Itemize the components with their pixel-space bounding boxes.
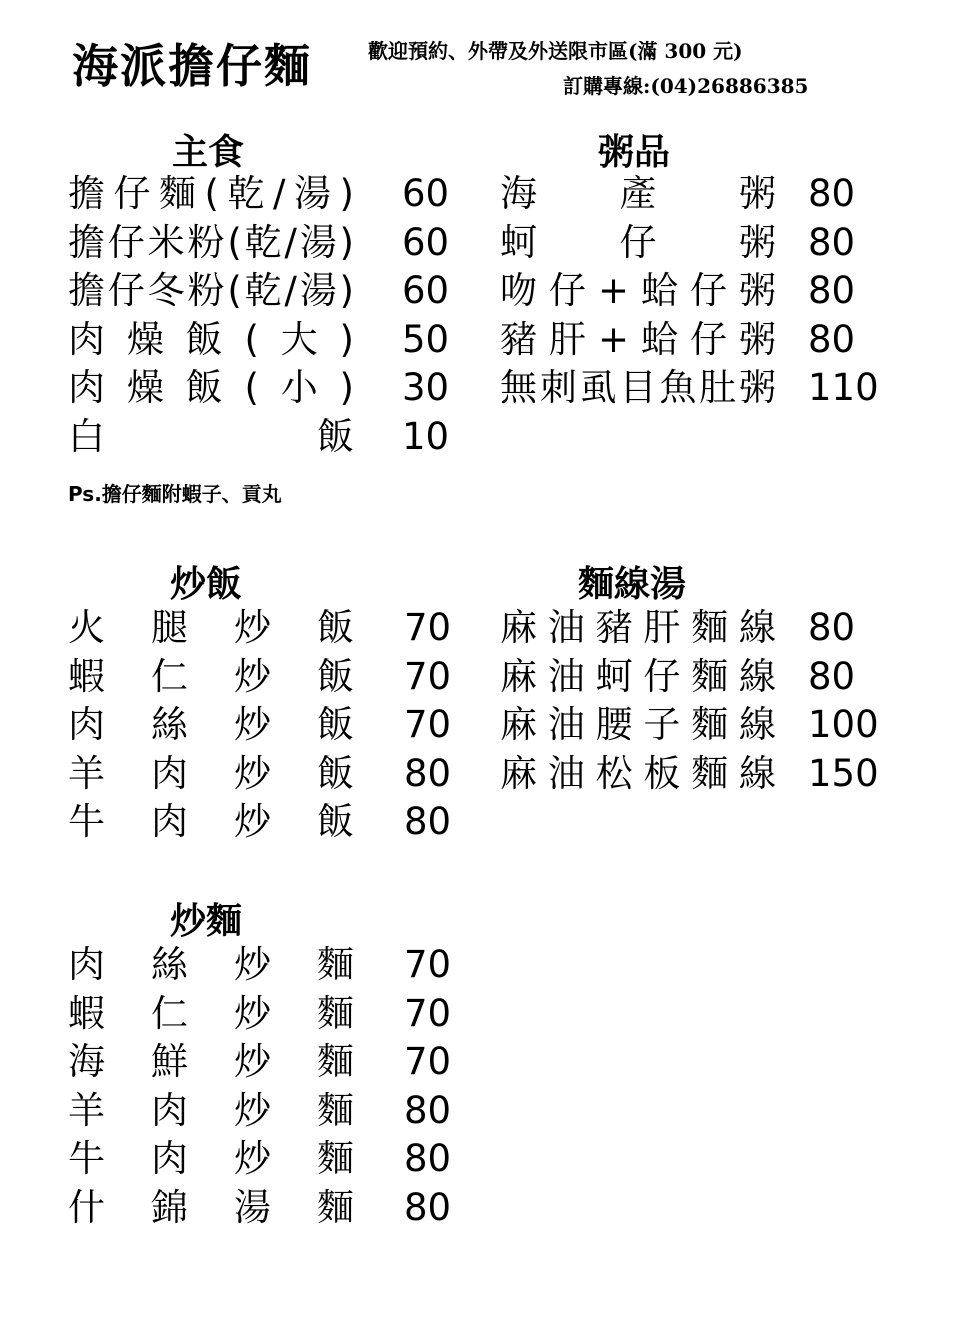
menu-item [68, 316, 482, 364]
menu-item-price: 80 [808, 269, 856, 313]
menu-item-price: 110 [808, 366, 879, 410]
menu-item-price: 150 [808, 751, 879, 795]
menu-item-name: 無 刺 虱 目 魚 肚 粥 [500, 366, 776, 410]
menu-item [68, 1038, 484, 1086]
menu-item [500, 604, 888, 652]
menu-item [500, 701, 888, 749]
menu-item [68, 604, 484, 652]
menu-item [500, 364, 888, 412]
menu-item-name: 麻 油 腰 子 麵 線 [500, 703, 776, 747]
menu-item-price: 70 [404, 654, 452, 698]
menu-item-price: 70 [404, 606, 452, 649]
section-heading-noodle-soup: 麵線湯 [578, 564, 687, 605]
menu-item [500, 316, 888, 364]
menu-item-name: 肉 燥 飯 ( 小 ) [68, 366, 354, 410]
menu-item-price: 100 [808, 703, 879, 747]
menu-item-name: 蝦 仁 炒 飯 [68, 654, 354, 698]
menu-item-price: 80 [404, 800, 452, 844]
menu-item [68, 701, 484, 749]
section-heading-fried-noodles: 炒麵 [170, 901, 243, 942]
menu-item-name: 火 腿 炒 飯 [68, 606, 354, 649]
menu-item [68, 219, 482, 267]
menu-item-name: 羊 肉 炒 飯 [68, 751, 354, 795]
menu-item-name: 海 鮮 炒 麵 [68, 1040, 354, 1084]
menu-item [500, 750, 888, 798]
menu-item-name: 白 飯 [68, 415, 354, 458]
menu-item [500, 267, 888, 315]
menu-item-price: 80 [808, 220, 856, 264]
menu-item [68, 364, 482, 412]
menu-item [68, 413, 482, 461]
menu-item-price: 80 [404, 1088, 452, 1132]
menu-item-price: 60 [402, 220, 450, 264]
menu-item [68, 750, 484, 798]
menu-item-name: 麻 油 松 板 麵 線 [500, 751, 776, 795]
menu-item-price: 70 [404, 1040, 452, 1084]
menu-item [68, 170, 482, 218]
menu-item-name: 牛 肉 炒 飯 [68, 800, 354, 844]
menu-item-name: 麻 油 蚵 仔 麵 線 [500, 654, 776, 698]
restaurant-title: 海派擔仔麵 [72, 39, 312, 93]
menu-item [500, 219, 888, 267]
menu-item-price: 80 [808, 606, 856, 649]
menu-item-price: 80 [404, 751, 452, 795]
menu-item-name: 什 錦 湯 麵 [68, 1186, 354, 1229]
menu-item [68, 1087, 484, 1135]
menu-item-price: 60 [402, 269, 450, 313]
order-phone: 訂購專線:(04)26886385 [563, 74, 809, 98]
menu-item-price: 80 [808, 317, 856, 361]
menu-item-price: 30 [402, 366, 450, 410]
menu-item-price: 80 [404, 1186, 452, 1229]
menu-item [68, 653, 484, 701]
menu-item-name: 肉 燥 飯 ( 大 ) [68, 317, 354, 361]
menu-item-name: 擔 仔 米 粉 ( 乾 / 湯 ) [68, 220, 354, 264]
menu-item-name: 蝦 仁 炒 麵 [68, 991, 354, 1035]
menu-item-name: 蚵 仔 粥 [500, 220, 776, 264]
menu-item-name: 羊 肉 炒 麵 [68, 1088, 354, 1132]
menu-item-name: 豬 肝 + 蛤 仔 粥 [500, 317, 776, 361]
menu-item-price: 70 [404, 703, 452, 747]
menu-item-name: 牛 肉 炒 麵 [68, 1137, 354, 1181]
menu-item-price: 80 [404, 1137, 452, 1181]
menu-item [500, 170, 888, 218]
menu-item [500, 653, 888, 701]
menu-item-name: 肉 絲 炒 麵 [68, 943, 354, 986]
menu-item [68, 941, 484, 989]
menu-item [68, 798, 484, 846]
order-notice: 歡迎預約、外帶及外送限市區(滿 300 元) [368, 39, 743, 63]
menu-item [68, 267, 482, 315]
section-heading-main: 主食 [172, 132, 245, 173]
menu-item [68, 1135, 484, 1183]
menu-item-price: 60 [402, 172, 450, 215]
menu-item-name: 肉 絲 炒 飯 [68, 703, 354, 747]
menu-item-price: 70 [404, 943, 452, 986]
menu-item-price: 80 [808, 172, 856, 215]
section-heading-congee: 粥品 [598, 132, 671, 173]
menu-item [68, 1184, 484, 1232]
menu-item [68, 990, 484, 1038]
menu-item-price: 10 [402, 415, 450, 458]
menu-item-price: 50 [402, 317, 450, 361]
menu-item-price: 80 [808, 654, 856, 698]
menu-item-name: 擔 仔 麵 ( 乾 / 湯 ) [68, 172, 354, 215]
section-heading-fried-rice: 炒飯 [170, 564, 243, 605]
menu-item-name: 擔 仔 冬 粉 ( 乾 / 湯 ) [68, 269, 354, 313]
menu-item-name: 吻 仔 + 蛤 仔 粥 [500, 269, 776, 313]
menu-item-price: 70 [404, 991, 452, 1035]
menu-note: Ps.擔仔麵附蝦子、貢丸 [68, 482, 282, 506]
menu-item-name: 海 產 粥 [500, 172, 776, 215]
menu-item-name: 麻 油 豬 肝 麵 線 [500, 606, 776, 649]
